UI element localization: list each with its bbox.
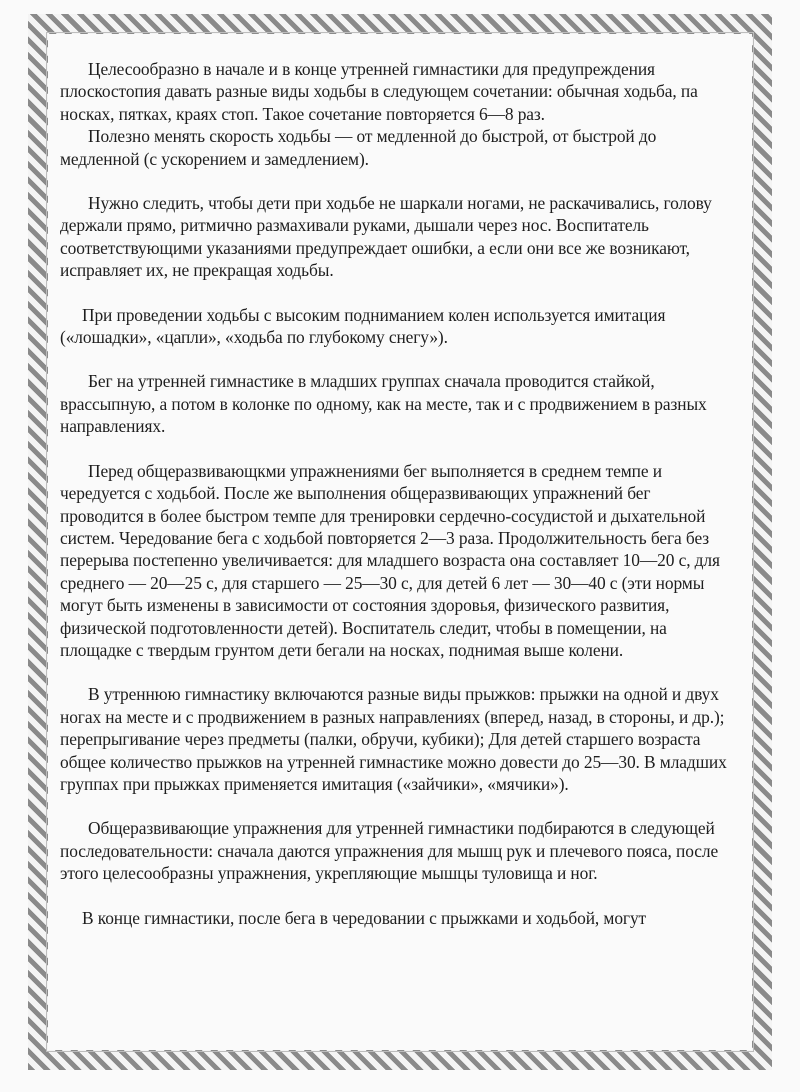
paragraph-running-tempo: Перед общеразвивающкми упражнениями бег выполняется в среднем темпе и чередуется с ходьбой. После же выполнения общеразвивающих упражнений бег проводится в более быстром темпе для тренировки сердечно-сосудистой и дыхательной систем. Чередование бега с ходьбой повторяется 2—3 раза. Продолжительность бега без перерыва постепенно увеличивается: для младшего возраста она составляет 10—20 с, для среднего — 20—25 с, для старшего — 25—30 с, для детей 6 лет — 30—40 с (эти нормы могут быть изменены в зависимости от состояния здоровья, физического развития, физической подготовленности детей). Воспитатель следит, чтобы в помещении, на площадке с твердым грунтом дети бегали на носках, поднимая выше колени. — [60, 460, 720, 660]
paragraph-exercise-order: Общеразвивающие упражнения для утренней гимнастики подбираются в следующей последовательности: сначала даются упражнения для мышц рук и плечевого пояса, после этого целесообразны упражнения, укрепляющие мышцы туловища и ног. — [60, 818, 719, 884]
document-body — [60, 58, 730, 1058]
paragraph-walking-posture: Нужно следить, чтобы дети при ходьбе не шаркали ногами, не раскачивались, голову держали прямо, ритмично размахивали руками, дышали через нос. Воспитатель соответствующими указаниями предупреждает ошибки, а если они все же возникают, исправляет их, не прекращая ходьбы. — [60, 193, 712, 281]
paragraph-high-knees: При проведении ходьбы с высоким подниманием колен используется имитация («лошадки», «цапли», «ходьба по глубокому снегу»). — [60, 304, 666, 348]
paragraph-running-young: Бег на утренней гимнастике в младших группах сначала проводится стайкой, врассыпную, а потом в колонке по одному, как на месте, так и с продвижением в разных направлениях. — [60, 371, 707, 437]
paragraph-jumps: В утреннюю гимнастику включаются разные виды прыжков: прыжки на одной и двух ногах на месте и с продвижением в разных направлениях (вперед, назад, в стороны, и др.); перепрыгивание через предметы (палки, обручи, кубики); Для детей старшего возраста общее количество прыжков на утренней гимнастике можно довести до 25—30. В младших группах при прыжках применяется имитация («зайчики», «мячики»). — [60, 684, 727, 794]
paragraph-ending: В конце гимнастики, после бега в чередовании с прыжками и ходьбой, могут — [82, 907, 647, 928]
paragraph-walking-speed: Полезно менять скорость ходьбы — от медленной до быстрой, от быстрой до медленной (с ускорением и замедлением). — [60, 126, 657, 169]
paragraph-walking-types: Целесообразно в начале и в конце утренней гимнастики для предупреждения плоскостопия давать разные виды ходьбы в следующем сочетании: обычная ходьба, па носках, пятках, краях стоп. Такое сочетание повторяется 6—8 раз. — [60, 59, 698, 124]
